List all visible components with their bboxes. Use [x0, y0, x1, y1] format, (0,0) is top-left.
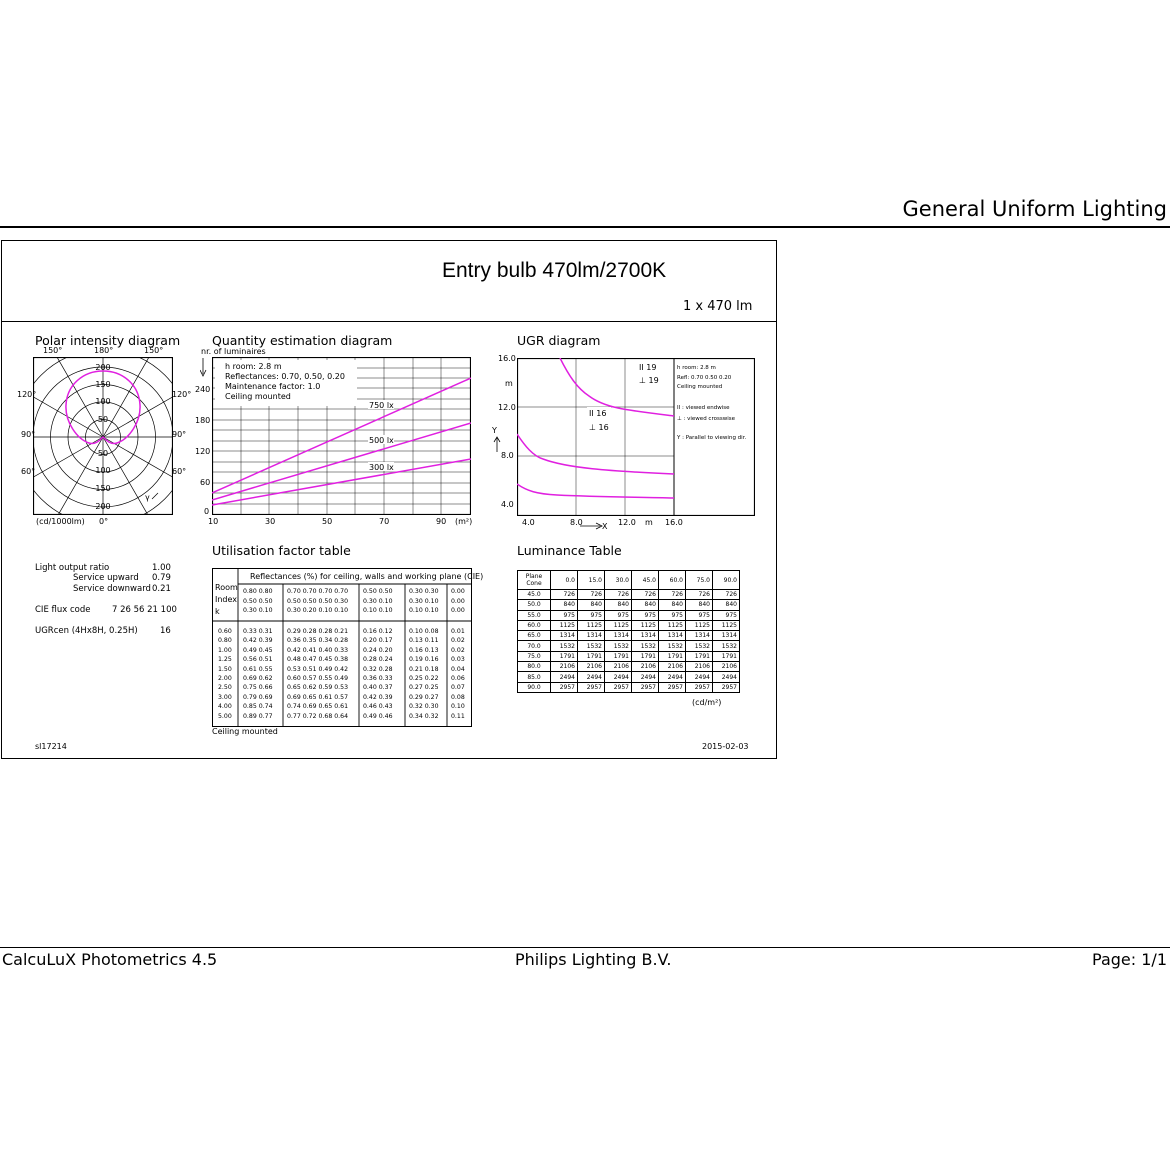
utilisation-factor-cell: 0.28 0.24 [363, 656, 393, 664]
luminance-value: 2106 [605, 662, 632, 672]
room-index-value: 1.00 [218, 646, 232, 654]
cie-flux-code-value: 7 26 56 21 100 [112, 605, 177, 615]
polar-radial-label: 100 [95, 466, 111, 475]
room-index-value: 3.00 [218, 693, 232, 701]
utilisation-factor-cell: 0.13 0.11 [409, 637, 439, 645]
polar-left-angle-60: 60° [21, 467, 36, 476]
table-row [518, 600, 740, 610]
utilisation-factor-cell: 0.32 0.28 [363, 665, 393, 673]
utilisation-factor-cell: 0.20 0.17 [363, 637, 393, 645]
luminance-value: 975 [686, 610, 713, 620]
ugr-legend-line: II : viewed endwise [677, 405, 730, 411]
utilisation-factor-cell: 0.42 0.39 [243, 637, 273, 645]
quantity-x-tick: 50 [322, 517, 333, 526]
ugr-y-axis-label: Y [492, 426, 497, 435]
utilisation-factor-cell: 0.36 0.35 0.34 0.28 [287, 637, 349, 645]
luminance-plane-header: 60.0 [659, 571, 686, 590]
room-index-label: k [215, 607, 220, 616]
luminance-value: 1791 [713, 651, 740, 661]
luminance-corner-cell [518, 571, 551, 590]
quantity-diagram-title: Quantity estimation diagram [212, 333, 393, 348]
utilisation-factor-cell: 0.34 0.32 [409, 712, 439, 720]
cie-flux-code-label: CIE flux code [35, 605, 91, 615]
ugr-y-tick: 12.0 [498, 403, 516, 412]
luminance-value: 726 [578, 590, 605, 600]
luminance-value: 1314 [686, 631, 713, 641]
footer-company: Philips Lighting B.V. [515, 950, 672, 969]
quantity-x-tick: 90 [436, 517, 447, 526]
utilisation-factor-cell: 0.40 0.37 [363, 684, 393, 692]
luminance-plane-header: 0.0 [551, 571, 578, 590]
utilisation-factor-cell: 0.16 0.12 [363, 628, 393, 635]
reflectance-cell: 0.00 [451, 597, 465, 605]
luminance-value: 1791 [632, 651, 659, 661]
luminance-value: 840 [578, 600, 605, 610]
reflectance-cell: 0.30 0.20 0.10 0.10 [287, 607, 349, 614]
ugr-annotation-endwise-top: II 19 [639, 363, 657, 372]
luminance-plane-header: 15.0 [578, 571, 605, 590]
utilisation-factor-cell: 0.33 0.31 [243, 628, 273, 635]
luminance-value: 1314 [578, 631, 605, 641]
polar-top-angle-right: 150° [144, 346, 164, 355]
utilisation-factor-cell: 0.07 [451, 684, 465, 692]
luminance-value: 2957 [659, 682, 686, 692]
ugr-annotation-endwise-mid: II 16 [589, 409, 607, 418]
luminance-value: 1532 [713, 641, 740, 651]
luminance-plane-header: 75.0 [686, 571, 713, 590]
sheet-code: sl17214 [35, 742, 67, 751]
polar-radial-label: 150 [95, 484, 111, 493]
reflectance-cell: 0.50 0.50 0.50 0.30 [287, 597, 349, 605]
ugr-y-tick: 8.0 [501, 451, 514, 460]
quantity-x-tick: 10 [208, 517, 219, 526]
luminance-value: 2106 [632, 662, 659, 672]
utilisation-factor-cell: 0.27 0.25 [409, 684, 439, 692]
luminance-value: 1125 [686, 620, 713, 630]
luminance-value: 975 [632, 610, 659, 620]
room-index-value: 0.60 [218, 628, 232, 635]
utilisation-factor-cell: 0.10 [451, 703, 465, 711]
quantity-x-tick: 30 [265, 517, 276, 526]
table-row [518, 662, 740, 672]
luminance-value: 975 [605, 610, 632, 620]
footer-page-number: Page: 1/1 [1092, 950, 1167, 969]
utilisation-factor-cell: 0.65 0.62 0.59 0.53 [287, 684, 349, 692]
utilisation-factor-cell: 0.02 [451, 637, 465, 645]
ugr-chart [517, 358, 755, 516]
lor-service-downward-value: 0.21 [152, 584, 171, 594]
luminance-cone-angle: 45.0 [518, 590, 551, 600]
reflectance-cell: 0.00 [451, 588, 465, 595]
luminance-value: 2957 [713, 682, 740, 692]
quantity-y-tick: 60 [200, 478, 211, 487]
room-index-label: Room [215, 583, 238, 592]
luminance-value: 726 [659, 590, 686, 600]
ugr-x-tick: 4.0 [522, 518, 535, 527]
ugr-legend-line: Y : Parallel to viewing dir. [677, 435, 747, 441]
utilisation-factor-cell: 0.53 0.51 0.49 0.42 [287, 665, 349, 673]
luminance-value: 2957 [605, 682, 632, 692]
table-row [518, 610, 740, 620]
table-row [518, 631, 740, 641]
utilisation-factor-table [212, 568, 484, 727]
luminance-value: 1532 [605, 641, 632, 651]
luminance-value: 1125 [632, 620, 659, 630]
utilisation-factor-cell: 0.48 0.47 0.45 0.38 [287, 656, 349, 664]
quantity-x-unit: (m²) [455, 517, 473, 526]
table-row [518, 672, 740, 682]
luminance-value: 975 [578, 610, 605, 620]
luminance-value: 1314 [551, 631, 578, 641]
plane-label: Plane [525, 573, 543, 580]
luminance-table-title: Luminance Table [517, 543, 622, 558]
ugr-y-unit: m [505, 379, 513, 388]
luminance-value: 975 [551, 610, 578, 620]
ugr-x-tick: 12.0 [618, 518, 636, 527]
luminance-table [517, 570, 740, 693]
luminance-value: 2494 [686, 672, 713, 682]
ugr-legend-line: Ceiling mounted [677, 384, 723, 390]
polar-left-angle-90: 90° [21, 430, 36, 439]
luminance-value: 726 [713, 590, 740, 600]
header-rule [0, 226, 1170, 228]
quantity-y-tick: 180 [195, 416, 211, 425]
luminance-value: 840 [551, 600, 578, 610]
table-row [518, 651, 740, 661]
ugr-legend-line: h room: 2.8 m [677, 365, 716, 371]
luminance-value: 1532 [686, 641, 713, 651]
room-index-label: Index [215, 595, 238, 604]
ugr-x-tick: 16.0 [665, 518, 683, 527]
ugr-cen-label: UGRcen (4Hx8H, 0.25H) [35, 626, 138, 636]
polar-unit-label: (cd/1000lm) [36, 517, 85, 526]
polar-bottom-angle: 0° [99, 517, 109, 526]
utilisation-factor-cell: 0.85 0.74 [243, 703, 273, 711]
polar-radial-label: 100 [95, 397, 111, 406]
luminance-value: 1532 [551, 641, 578, 651]
utilisation-factor-cell: 0.60 0.57 0.55 0.49 [287, 675, 349, 682]
utilisation-factor-cell: 0.21 0.18 [409, 665, 439, 673]
lor-label: Light output ratio [35, 563, 110, 573]
luminance-cone-angle: 65.0 [518, 631, 551, 641]
utilisation-factor-cell: 0.74 0.69 0.65 0.61 [287, 703, 349, 711]
luminance-value: 2957 [686, 682, 713, 692]
luminance-value: 2494 [713, 672, 740, 682]
quantity-line-label: 500 lx [369, 436, 394, 445]
quantity-estimation-chart [212, 357, 471, 515]
polar-right-angle-60: 60° [172, 467, 187, 476]
utilisation-factor-cell: 0.02 [451, 646, 465, 654]
utilisation-factor-cell: 0.03 [451, 656, 465, 664]
utilisation-table-heading: Reflectances (%) for ceiling, walls and working plane (CIE) [250, 572, 484, 581]
luminance-value: 1314 [632, 631, 659, 641]
reflectance-cell: 0.10 0.10 [363, 607, 393, 614]
luminance-cone-angle: 75.0 [518, 651, 551, 661]
luminance-value: 2106 [578, 662, 605, 672]
ugr-annotation-crosswise-top: ⊥ 19 [639, 376, 659, 385]
utilisation-factor-cell: 0.29 0.27 [409, 693, 439, 701]
reflectance-cell: 0.10 0.10 [409, 607, 439, 614]
polar-radial-label: 50 [97, 415, 109, 424]
utilisation-factor-cell: 0.42 0.41 0.40 0.33 [287, 646, 349, 654]
polar-right-angle-120: 120° [172, 390, 192, 399]
quantity-info-line: Reflectances: 0.70, 0.50, 0.20 [225, 372, 345, 381]
ugr-x-axis-label: X [602, 522, 608, 531]
table-row [518, 641, 740, 651]
utilisation-factor-cell: 0.06 [451, 675, 465, 682]
utilisation-factor-cell: 0.42 0.39 [363, 693, 393, 701]
utilisation-factor-cell: 0.49 0.45 [243, 646, 273, 654]
luminance-value: 840 [632, 600, 659, 610]
polar-right-angle-90: 90° [172, 430, 187, 439]
polar-radial-label: 150 [95, 380, 111, 389]
luminance-value: 1314 [659, 631, 686, 641]
ugr-legend-line: Refl: 0.70 0.50 0.20 [677, 375, 732, 381]
reflectance-cell: 0.50 0.50 [363, 588, 393, 595]
utilisation-factor-cell: 0.89 0.77 [243, 712, 273, 720]
quantity-y-tick: 0 [204, 507, 210, 516]
footer-rule [0, 947, 1170, 948]
lor-value: 1.00 [152, 563, 171, 573]
luminance-value: 2494 [659, 672, 686, 682]
quantity-y-axis-label: nr. of luminaires [201, 347, 266, 356]
ugr-legend-line: ⊥ : viewed crosswise [677, 416, 735, 422]
polar-intensity-chart [33, 357, 173, 515]
utilisation-factor-cell: 0.16 0.13 [409, 646, 439, 654]
utilisation-table-title: Utilisation factor table [212, 543, 351, 558]
reflectance-cell: 0.30 0.10 [363, 597, 393, 605]
luminance-value: 2494 [578, 672, 605, 682]
utilisation-factor-cell: 0.36 0.33 [363, 675, 393, 682]
luminance-value: 1532 [578, 641, 605, 651]
luminance-cone-angle: 55.0 [518, 610, 551, 620]
polar-gamma-arrow [152, 493, 158, 499]
utilisation-factor-cell: 0.79 0.69 [243, 693, 273, 701]
luminance-value: 2106 [686, 662, 713, 672]
luminance-value: 975 [659, 610, 686, 620]
room-index-value: 0.80 [218, 637, 232, 645]
reflectance-cell: 0.30 0.10 [243, 607, 273, 614]
utilisation-factor-cell: 0.24 0.20 [363, 646, 393, 654]
reflectance-cell: 0.30 0.10 [409, 597, 439, 605]
luminance-value: 1125 [578, 620, 605, 630]
sheet-date: 2015-02-03 [702, 742, 749, 751]
room-index-value: 4.00 [218, 703, 232, 711]
luminance-value: 2494 [632, 672, 659, 682]
luminance-value: 2106 [659, 662, 686, 672]
luminance-cone-angle: 70.0 [518, 641, 551, 651]
luminance-value: 840 [605, 600, 632, 610]
utilisation-factor-cell: 0.75 0.66 [243, 684, 273, 692]
lor-service-upward-value: 0.79 [152, 573, 171, 583]
luminance-plane-header: 30.0 [605, 571, 632, 590]
utilisation-factor-cell: 0.11 [451, 712, 465, 720]
cone-label: Cone [526, 580, 542, 587]
reflectance-cell: 0.00 [451, 607, 465, 614]
utilisation-factor-cell: 0.49 0.46 [363, 712, 393, 720]
luminance-cone-angle: 90.0 [518, 682, 551, 692]
luminance-plane-header: 45.0 [632, 571, 659, 590]
luminance-value: 1791 [659, 651, 686, 661]
polar-radial-label: 200 [95, 363, 111, 372]
luminance-value: 1791 [578, 651, 605, 661]
luminance-cone-angle: 50.0 [518, 600, 551, 610]
luminance-value: 1314 [713, 631, 740, 641]
room-index-value: 2.50 [218, 684, 232, 692]
luminance-value: 2957 [632, 682, 659, 692]
luminance-value: 726 [686, 590, 713, 600]
utilisation-factor-cell: 0.46 0.43 [363, 703, 393, 711]
polar-radial-label: 200 [95, 502, 111, 511]
luminance-unit: (cd/m²) [692, 698, 722, 707]
product-title: Entry bulb 470lm/2700K [442, 259, 667, 282]
ugr-y-axis-arrow [493, 436, 501, 454]
luminance-value: 2494 [605, 672, 632, 682]
luminance-value: 1791 [605, 651, 632, 661]
quantity-line-label: 750 lx [369, 401, 394, 410]
luminance-value: 726 [632, 590, 659, 600]
polar-diagram-title: Polar intensity diagram [35, 333, 181, 348]
luminance-value: 2106 [713, 662, 740, 672]
luminance-value: 840 [686, 600, 713, 610]
luminance-value: 840 [713, 600, 740, 610]
ugr-x-axis-arrow [580, 522, 604, 530]
lamp-config: 1 x 470 lm [683, 299, 753, 314]
reflectance-cell: 0.70 0.70 0.70 0.70 [287, 588, 349, 595]
lor-service-upward-label: Service upward [73, 573, 139, 583]
footer-software: CalcuLuX Photometrics 4.5 [2, 950, 218, 969]
luminance-value: 726 [551, 590, 578, 600]
quantity-y-tick: 240 [195, 385, 211, 394]
ugr-y-tick: 4.0 [501, 500, 514, 509]
luminance-value: 1532 [632, 641, 659, 651]
utilisation-factor-cell: 0.56 0.51 [243, 656, 273, 664]
utilisation-factor-cell: 0.25 0.22 [409, 675, 439, 682]
polar-top-angle-center: 180° [94, 346, 114, 355]
luminance-value: 1791 [551, 651, 578, 661]
luminance-value: 2957 [578, 682, 605, 692]
ugr-cen-value: 16 [160, 626, 171, 636]
ugr-y-tick: 16.0 [498, 354, 516, 363]
utilisation-factor-cell: 0.69 0.65 0.61 0.57 [287, 693, 349, 701]
utilisation-factor-cell: 0.04 [451, 665, 465, 673]
quantity-info-line: Ceiling mounted [225, 392, 291, 401]
room-index-value: 1.25 [218, 656, 232, 664]
table-row [518, 682, 740, 692]
luminance-cone-angle: 60.0 [518, 620, 551, 630]
utilisation-factor-cell: 0.10 0.08 [409, 628, 439, 635]
quantity-y-tick: 120 [195, 447, 211, 456]
luminance-value: 1125 [551, 620, 578, 630]
utilisation-factor-cell: 0.61 0.55 [243, 665, 273, 673]
lor-service-downward-label: Service downward [73, 584, 151, 594]
luminance-value: 2106 [551, 662, 578, 672]
luminance-header-row [518, 571, 740, 590]
quantity-info-line: h room: 2.8 m [225, 362, 282, 371]
table-row [518, 620, 740, 630]
reflectance-cell: 0.50 0.50 [243, 597, 273, 605]
room-index-value: 5.00 [218, 712, 232, 720]
polar-gamma-label: γ [145, 493, 150, 502]
utilisation-factor-cell: 0.08 [451, 693, 465, 701]
ugr-x-unit: m [645, 518, 653, 527]
quantity-x-tick: 70 [379, 517, 390, 526]
luminance-value: 2494 [551, 672, 578, 682]
table-row [518, 590, 740, 600]
ugr-x-tick: 8.0 [570, 518, 583, 527]
luminance-value: 1125 [659, 620, 686, 630]
luminance-cone-angle: 80.0 [518, 662, 551, 672]
room-index-value: 1.50 [218, 665, 232, 673]
luminance-value: 840 [659, 600, 686, 610]
utilisation-factor-cell: 0.77 0.72 0.68 0.64 [287, 712, 349, 720]
luminance-value: 1791 [686, 651, 713, 661]
luminance-value: 1532 [659, 641, 686, 651]
luminance-plane-header: 90.0 [713, 571, 740, 590]
luminance-cone-angle: 85.0 [518, 672, 551, 682]
luminance-value: 1314 [605, 631, 632, 641]
utilisation-factor-cell: 0.29 0.28 0.28 0.21 [287, 628, 349, 635]
room-index-value: 2.00 [218, 675, 232, 682]
luminance-value: 1125 [605, 620, 632, 630]
ugr-annotation-crosswise-mid: ⊥ 16 [589, 423, 609, 432]
quantity-info-line: Maintenance factor: 1.0 [225, 382, 321, 391]
luminance-value: 1125 [713, 620, 740, 630]
ugr-diagram-title: UGR diagram [517, 333, 601, 348]
utilisation-factor-cell: 0.32 0.30 [409, 703, 439, 711]
page-header-title: General Uniform Lighting [902, 197, 1167, 221]
reflectance-cell: 0.80 0.80 [243, 588, 273, 595]
polar-left-angle-120: 120° [17, 390, 37, 399]
luminance-value: 975 [713, 610, 740, 620]
luminance-value: 2957 [551, 682, 578, 692]
polar-radial-label: 50 [97, 449, 109, 458]
utilisation-factor-cell: 0.69 0.62 [243, 675, 273, 682]
utilisation-factor-cell: 0.01 [451, 628, 465, 635]
datasheet-divider [1, 321, 777, 322]
luminance-value: 726 [605, 590, 632, 600]
reflectance-cell: 0.30 0.30 [409, 588, 439, 595]
polar-top-angle-left: 150° [43, 346, 63, 355]
utilisation-factor-cell: 0.19 0.16 [409, 656, 439, 664]
utilisation-footnote: Ceiling mounted [212, 727, 278, 736]
quantity-line-label: 300 lx [369, 463, 394, 472]
